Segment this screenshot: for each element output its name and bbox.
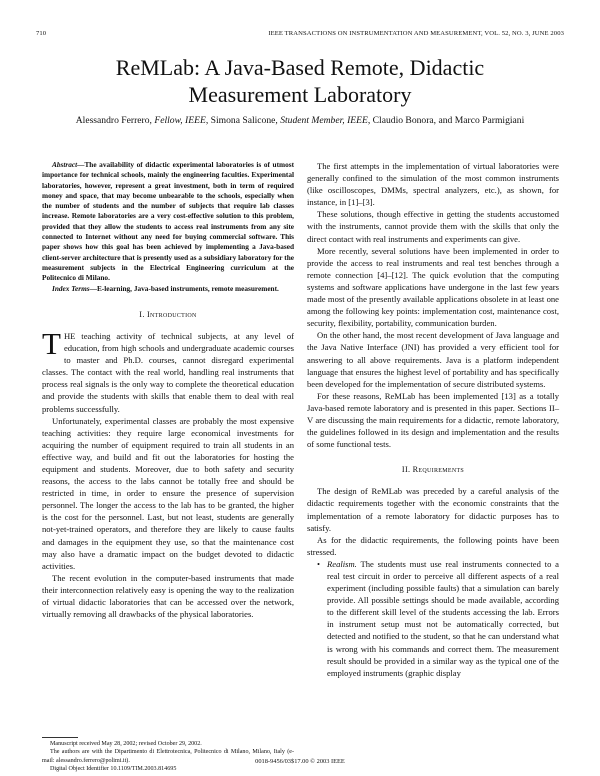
section-heading-requirements: II. Requirements — [401, 465, 465, 475]
abstract-label: Abstract — [52, 160, 78, 169]
journal-name: IEEE TRANSACTIONS ON INSTRUMENTATION AND MEASUREMENT, VOL. 52, NO. 3, JUNE 2003 — [268, 30, 564, 37]
abstract-text: —The availability of didactic experimental laboratories is of utmost importance for technical schools, mainly the engineering faculties. Experimental laboratories, however, represent a great investment, both in term of required money and space, that may become unbearable to the schools, especially when the number of students and the number of subjects that require lab classes increase. Remote laboratories are a very cost-effective solution to this problem, provided that they allow the students to access real instruments from any site connected to Internet without any need for buying commercial software. This paper shows how this goal has been achieved by implementing a Java-based client-server architecture that is presently used as a subsidiary laboratory for the measurement subjects in the Electrical Engineering curriculum at the Politecnico di Milano. — [42, 160, 294, 283]
author-1-role: Fellow, IEEE — [154, 115, 206, 126]
title-line-2: Measurement Laboratory — [188, 82, 412, 107]
footnote-affiliation: The authors are with the Dipartimento di Elettrotecnica, Politecnico di Milano, Milano, Italy (e-mail: alessandro.ferrero@polimi.it). — [42, 749, 294, 764]
title-line-1: ReMLab: A Java-Based Remote, Didactic — [115, 55, 485, 80]
footnote-doi: Digital Object Identifier 10.1109/TIM.2003.814695 — [50, 765, 177, 772]
requirements-paragraph-1: The design of ReMLab was preceded by a careful analysis of the didactic requirements together with the economic constraints that the implementation of a remote laboratory for didactic purposes has to satisfy. — [307, 486, 559, 533]
right-column — [307, 160, 559, 679]
index-terms-text: —E-learning, Java-based instruments, remote measurement. — [89, 283, 279, 293]
intro-paragraph-3: The recent evolution in the computer-based instruments that made their interconnection relatively easy is opening the way to the realization of virtual didactic laboratories that can be accessed over the network, virtually removing all drawbacks of the physical laboratories. — [42, 572, 294, 620]
bullet-icon: • — [317, 558, 321, 569]
section-heading-introduction: I. Introduction — [139, 309, 197, 319]
authors-rest: , Claudio Bonora, and Marco Parmigiani — [367, 115, 525, 126]
bullet-label: Realism. — [327, 558, 357, 569]
copyright-code: 0018-9456/03$17.00 © 2003 IEEE — [255, 758, 345, 765]
bullet-realism — [307, 558, 559, 679]
drop-cap: T — [42, 325, 61, 361]
right-paragraph-2: These solutions, though effective in getting the students accustomed with the instruments, cannot provide them with the skills that only the direct contact with real instruments and experiments can give. — [307, 209, 559, 244]
right-paragraph-1: The first attempts in the implementation of virtual laboratories were generally confined to the simulation of the most common instruments (like oscilloscopes, DMMs, spectral analyzers, etc.), as shown, for instance, in [1]–[3]. — [307, 161, 559, 208]
intro-paragraph-2: Unfortunately, experimental classes are probably the most expensive teaching activities: they require large economical investments for acquiring the number of equipment required to train all students in an effective way, and build and fit out the laboratories for hosting the equipment and students. Moreover, due to both safety and security reasons, the access to the labs cannot be totally free and should be restricted in time, in order to ensure the presence of supervision personnel. The longer the access to the lab has to be granted, the higher is the cost for the personnel. Last, but not least, students are generally not-yet-trained operators, and therefore they are likely to cause faults and damages in the equipment they use, so that the maintenance cost may also have a dramatic impact on the budget devoted to didactic activities. — [42, 415, 294, 571]
author-list — [20, 115, 580, 126]
footnotes — [42, 740, 294, 773]
intro-paragraph-1 — [42, 325, 294, 415]
author-1: Alessandro Ferrero, — [75, 115, 152, 126]
author-2: , Simona Salicone, — [205, 115, 278, 126]
footnote-manuscript: Manuscript received May 28, 2002; revised October 29, 2002. — [50, 741, 202, 747]
author-2-role: Student Member, IEEE — [280, 115, 368, 126]
abstract — [42, 160, 294, 284]
index-terms — [42, 284, 294, 294]
bullet-text: The students must use real instruments connected to a real test circuit in order to perceive all different aspects of a real experiment (including possible faults) that a simulation can barely provide. All possible settings should be made available, according to the different skill level of the students accessing the lab. Errors in instrument setup must not be automatically corrected, but detected and notified to the student, so that he can understand what is wrong with his commands and correct them. The measurement result should be provided in a similar way as the typical one of the employed instruments (graphic display — [327, 558, 559, 678]
requirements-paragraph-2: As for the didactic requirements, the following points have been stressed. — [307, 534, 559, 557]
paper-title — [30, 54, 570, 108]
page-number: 710 — [36, 30, 47, 37]
running-head — [36, 30, 564, 40]
right-paragraph-4: On the other hand, the most recent development of Java language and the Java Native Interface (JNI) has provided a very efficient tool for answering to all above requirements. Java is a platform independent language that ensures the highest level of portability and has specifically been developed for the implementation of secure distributed systems. — [307, 330, 559, 389]
footnote-divider — [42, 737, 78, 738]
index-terms-label: Index Terms — [52, 283, 90, 293]
right-paragraph-3: More recently, several solutions have been implemented in order to provide the access to real instruments and real test benches through a remote connection [4]–[12]. The quick evolution that the computing systems and software applications have undergone in the last few years made most of the presently available applications obsolete in at least one among the following key points: implementation cost, maintenance cost, security, flexibility, portability, communication burden. — [307, 245, 559, 329]
left-column — [42, 160, 294, 620]
intro-paragraph-1-text: HE teaching activity of technical subjects, at any level of education, from high schools and undergraduate academic courses to master and Ph.D. courses, cannot disregard experimental classes. The contact with the real world, handling real instruments that process real signals is the only way to complete the theoretical education and provide the students with skills that enable them to deal with real problems successfully. — [42, 330, 294, 414]
right-paragraph-5: For these reasons, ReMLab has been implemented [13] as a totally Java-based remote laboratory and is presented in this paper. Sections II–V are discussing the main requirements for a didactic, remote laboratory, the guidelines followed in its design and implementation and the results of some functional tests. — [307, 390, 559, 450]
